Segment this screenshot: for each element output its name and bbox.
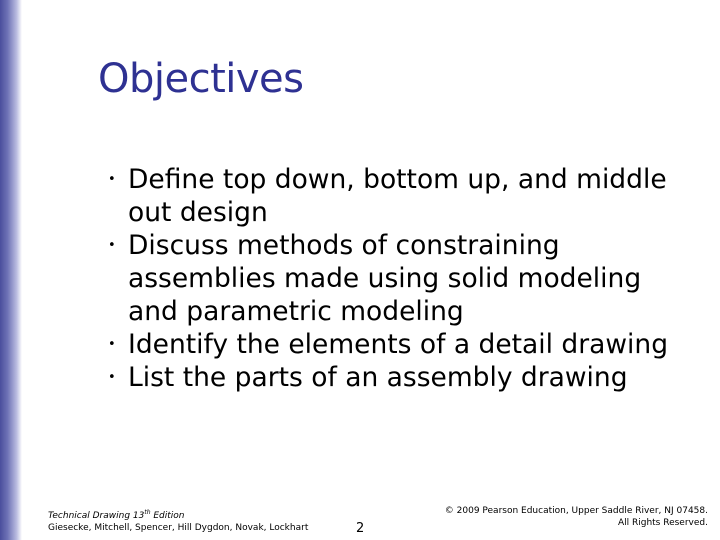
bullet-marker: • (108, 172, 116, 187)
page-number: 2 (356, 521, 365, 536)
slide-title: Objectives (98, 56, 304, 102)
book-title: Technical Drawing 13 (48, 511, 145, 521)
slide-sidebar-gradient (0, 0, 22, 540)
footer-book-title (48, 507, 308, 522)
footer-copyright (445, 505, 708, 529)
bullet-text: Discuss methods of constraining assemblies made using solid modeling and parametric modeling (128, 230, 642, 327)
bullet-text: Identify the elements of a detail drawing (128, 329, 669, 360)
footer-authors: Giesecke, Mitchell, Spencer, Hill Dygdon, Novak, Lockhart (48, 523, 309, 533)
bullet-list (108, 163, 698, 394)
bullet-item (108, 328, 698, 361)
bullet-text: Define top down, bottom up, and middle out design (128, 164, 667, 228)
bullet-item (108, 163, 698, 229)
edition-word: Edition (150, 511, 185, 521)
copyright-line: © 2009 Pearson Education, Upper Saddle River, NJ 07458. (444, 506, 708, 516)
bullet-text: List the parts of an assembly drawing (128, 362, 628, 393)
bullet-item (108, 361, 698, 394)
rights-line: All Rights Reserved. (617, 518, 708, 528)
footer-book-info (48, 507, 308, 534)
bullet-marker: • (108, 238, 116, 253)
edition-superscript: th (144, 509, 151, 516)
bullet-item (108, 229, 698, 328)
bullet-marker: • (108, 337, 116, 352)
bullet-marker: • (108, 370, 116, 385)
